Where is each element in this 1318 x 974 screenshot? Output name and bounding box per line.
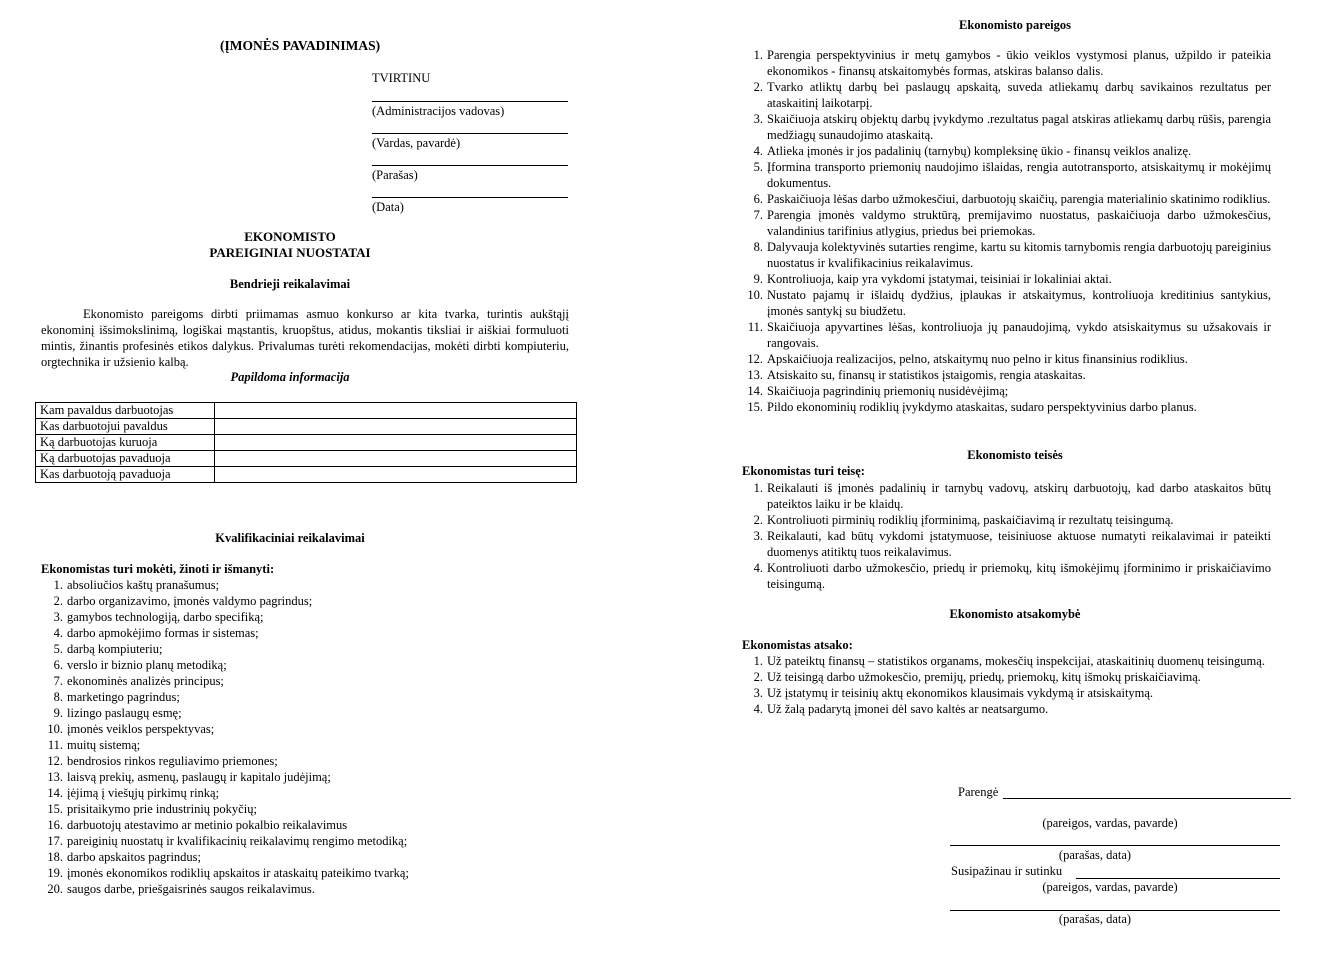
list-item: 3. gamybos technologiją, darbo specifiką; bbox=[53, 610, 264, 624]
table-cell-value[interactable] bbox=[215, 419, 577, 435]
general-heading: Bendrieji reikalavimai bbox=[229, 277, 351, 291]
list-item: 2. darbo organizavimo, įmonės valdymo pagrindus; bbox=[53, 594, 313, 608]
list-item: 14. Skaičiuoja pagrindinių priemonių nusidėvėjimą; bbox=[747, 384, 1009, 398]
qualification-heading: Kvalifikaciniai reikalavimai bbox=[215, 531, 365, 545]
table-row bbox=[36, 435, 577, 451]
additional-info-table bbox=[35, 402, 577, 483]
approve-line-2 bbox=[372, 133, 568, 134]
prepared-line[interactable] bbox=[1003, 798, 1291, 799]
list-item: 13. laisvą prekių, asmenų, paslaugų ir kapitalo judėjimą; bbox=[47, 770, 331, 784]
list-item: 7. Parengia įmonės valdymo struktūrą, premijavimo nuostatus, paskaičiuoja darbo užmokesčius, valandinius tarifinius atlygius, priedus bei priemokas. bbox=[753, 208, 1271, 238]
table-cell-value[interactable] bbox=[215, 467, 577, 483]
list-item: 3. Skaičiuoja atskirų objektų darbų įvykdymo .rezultatus pagal atskiras atliekamų darbų rūšis, parengia medžiagų sunaudojimo ataskaitą. bbox=[753, 112, 1271, 142]
list-item: 4. Kontroliuoti darbo užmokesčio, priedų ir priemokų, kitų išmokėjimų įforminimo ir priskaičiavimo teisingumą. bbox=[753, 561, 1271, 591]
list-item: 8. marketingo pagrindus; bbox=[53, 690, 180, 704]
list-item: 1. Reikalauti iš įmonės padalinių ir tarnybų vadovų, atskirų darbuotojų, kad darbo ataskaitos būtų pateiktos laiku ir be klaidų. bbox=[753, 481, 1271, 511]
duties-list bbox=[741, 47, 1271, 415]
general-text: Ekonomisto pareigoms dirbti priimamas asmuo konkurso ar kita tvarka, turintis aukštąjį ekonominį išsimokslinimą, logiškai mąstantis, kruopštus, atidus, mokantis tiksliai ir aiškiai formuluoti mintis, žinantis profesinės etikos dalykus. Privalumas turėti rekomendacijas, mokėti dirbti kompiuteriu, orgtechnika ir užsienio kalbą. bbox=[41, 307, 569, 369]
responsibility-heading: Ekonomisto atsakomybė bbox=[949, 607, 1081, 621]
list-item: 4. darbo apmokėjimo formas ir sistemas; bbox=[53, 626, 259, 640]
list-item: 9. Kontroliuoja, kaip yra vykdomi įstatymai, teisiniai ir lokaliniai aktai. bbox=[753, 272, 1112, 286]
list-item: 10. Nustato pajamų ir išlaidų dydžius, įplaukas ir atskaitymus, kontroliuoja kreditinius santykius, įmonės santykį su biudžetu. bbox=[747, 288, 1271, 318]
table-row bbox=[36, 467, 577, 483]
list-item: 15. prisitaikymo prie industrinių pokyčių; bbox=[47, 802, 257, 816]
list-item: 14. įėjimą į viešųjų pirkimų rinką; bbox=[47, 786, 220, 800]
list-item: 16. darbuotojų atestavimo ar metinio pokalbio reikalavimus bbox=[47, 818, 348, 832]
table-cell-label: Kas darbuotoją pavaduoja bbox=[36, 467, 215, 483]
list-item: 1. Už pateiktų finansų – statistikos organams, mokesčių inspekcijai, ataskaitinių duomenų teisingumą. bbox=[753, 654, 1265, 668]
rights-subheading: Ekonomistas turi teisę: bbox=[742, 464, 865, 478]
list-item: 8. Dalyvauja kolektyvinės sutarties rengime, kartu su kitomis tarnybomis rengia darbuotojų pareiginius nuostatus ir kvalifikacinius reikalavimus. bbox=[753, 240, 1271, 270]
approve-caption-date: (Data) bbox=[372, 200, 404, 214]
company-name: (ĮMONĖS PAVADINIMAS) bbox=[220, 38, 381, 53]
list-item: 18. darbo apskaitos pagrindus; bbox=[47, 850, 202, 864]
rights-heading: Ekonomisto teisės bbox=[967, 448, 1063, 462]
table-row bbox=[36, 451, 577, 467]
list-item: 2. Kontroliuoti pirminių rodiklių įforminimą, paskaičiavimą ir rezultatų teisingumą. bbox=[753, 513, 1174, 527]
list-item: 15. Pildo ekonominių rodiklių įvykdymo ataskaitas, sudaro perspektyvinius darbo planus. bbox=[747, 400, 1197, 414]
doc-title-line-1: EKONOMISTO bbox=[244, 229, 336, 244]
table-cell-label: Kam pavaldus darbuotojas bbox=[36, 403, 215, 419]
list-item: 1. absoliučios kaštų pranašumus; bbox=[53, 578, 220, 592]
approve-caption-admin: (Administracijos vadovas) bbox=[372, 104, 505, 118]
list-item: 6. Paskaičiuoja lėšas darbo užmokesčiui, darbuotojų skaičių, parengia materialinio skatinimo rodiklius. bbox=[753, 192, 1271, 206]
doc-title-line-2: PAREIGINIAI NUOSTATAI bbox=[209, 245, 371, 260]
qualification-list bbox=[41, 577, 571, 897]
list-item: 11. muitų sistemą; bbox=[47, 738, 141, 752]
prepared-caption-position: (pareigos, vardas, pavarde) bbox=[1042, 816, 1178, 830]
approve-caption-name: (Vardas, pavardė) bbox=[372, 136, 461, 150]
list-item: 3. Reikalauti, kad būtų vykdomi įstatymuose, teisiniuose aktuose numatyti reikalavimai ir pateikti duomenys atitiktų tuos reikalavimus. bbox=[753, 529, 1271, 559]
table-cell-value[interactable] bbox=[215, 435, 577, 451]
responsibility-subheading: Ekonomistas atsako: bbox=[742, 638, 853, 652]
list-item: 2. Už teisingą darbo užmokesčio, premijų, priedų, priemokų, kitų išmokų priskaičiavimą. bbox=[753, 670, 1201, 684]
list-item: 1. Parengia perspektyvinius ir metų gamybos - ūkio veiklos vystymosi planus, užpildo ir pateikia ekonomikos - finansų atskaitomybės formas, atskiras balanso dalis. bbox=[753, 48, 1271, 78]
prepared-caption-signature: (parašas, data) bbox=[1058, 848, 1132, 862]
table-cell-label: Ką darbuotojas pavaduoja bbox=[36, 451, 215, 467]
approve-line-4 bbox=[372, 197, 568, 198]
list-item: 11. Skaičiuoja apyvartines lėšas, kontroliuoja jų panaudojimą, vykdo atsiskaitymus su užsakovais ir rangovais. bbox=[747, 320, 1271, 350]
approve-line-3 bbox=[372, 165, 568, 166]
list-item: 4. Atlieka įmonės ir jos padalinių (tarnybų) kompleksinę ūkio - finansų veiklos analizę. bbox=[753, 144, 1192, 158]
list-item: 6. verslo ir biznio planų metodiką; bbox=[53, 658, 227, 672]
table-row bbox=[36, 419, 577, 435]
list-item: 12. bendrosios rinkos reguliavimo priemones; bbox=[47, 754, 278, 768]
approve-line-1 bbox=[372, 101, 568, 102]
list-item: 13. Atsiskaito su, finansų ir statistikos įstaigomis, rengia ataskaitas. bbox=[747, 368, 1086, 382]
responsibility-list bbox=[741, 653, 1271, 717]
duties-heading: Ekonomisto pareigos bbox=[959, 18, 1071, 32]
qualification-subheading: Ekonomistas turi mokėti, žinoti ir išmanyti: bbox=[41, 562, 275, 576]
table-row bbox=[36, 403, 577, 419]
approve-caption-signature: (Parašas) bbox=[372, 168, 418, 182]
rights-list bbox=[741, 480, 1271, 592]
table-cell-label: Kas darbuotojui pavaldus bbox=[36, 419, 215, 435]
approve-title: TVIRTINU bbox=[372, 71, 431, 85]
list-item: 9. lizingo paslaugų esmę; bbox=[53, 706, 182, 720]
list-item: 2. Tvarko atliktų darbų bei paslaugų apskaitą, suveda atliekamų darbų savikainos rezultatus per ataskaitinį laikotarpį. bbox=[753, 80, 1271, 110]
acquainted-label: Susipažinau ir sutinku bbox=[951, 864, 1063, 878]
list-item: 17. pareiginių nuostatų ir kvalifikacinių reikalavimų rengimo metodiką; bbox=[47, 834, 408, 848]
acquainted-caption-position: (pareigos, vardas, pavarde) bbox=[1042, 880, 1178, 894]
list-item: 12. Apskaičiuoja realizacijos, pelno, atskaitymų nuo pelno ir kitus finansinius rodiklius. bbox=[747, 352, 1188, 366]
table-cell-value[interactable] bbox=[215, 403, 577, 419]
table-cell-label: Ką darbuotojas kuruoja bbox=[36, 435, 215, 451]
list-item: 4. Už žalą padarytą įmonei dėl savo kaltės ar neatsargumo. bbox=[753, 702, 1049, 716]
table-cell-value[interactable] bbox=[215, 451, 577, 467]
additional-info-heading: Papildoma informacija bbox=[230, 370, 350, 384]
list-item: 5. darbą kompiuteriu; bbox=[53, 642, 163, 656]
prepared-label: Parengė bbox=[958, 785, 999, 799]
list-item: 7. ekonominės analizės principus; bbox=[53, 674, 224, 688]
list-item: 10. įmonės veiklos perspektyvas; bbox=[47, 722, 215, 736]
acquainted-caption-signature: (parašas, data) bbox=[1058, 912, 1132, 926]
list-item: 19. įmonės ekonomikos rodiklių apskaitos ir ataskaitų pateikimo tvarką; bbox=[47, 866, 409, 880]
list-item: 3. Už įstatymų ir teisinių aktų ekonomikos klausimais vykdymą ir atsiskaitymą. bbox=[753, 686, 1154, 700]
prepared-signature-line[interactable] bbox=[950, 845, 1280, 846]
list-item: 20. saugos darbe, priešgaisrinės saugos reikalavimus. bbox=[47, 882, 315, 896]
list-item: 5. Įformina transporto priemonių naudojimo išlaidas, rengia autotransporto, atsiskaitymų ir mokėjimų dokumentus. bbox=[753, 160, 1271, 190]
